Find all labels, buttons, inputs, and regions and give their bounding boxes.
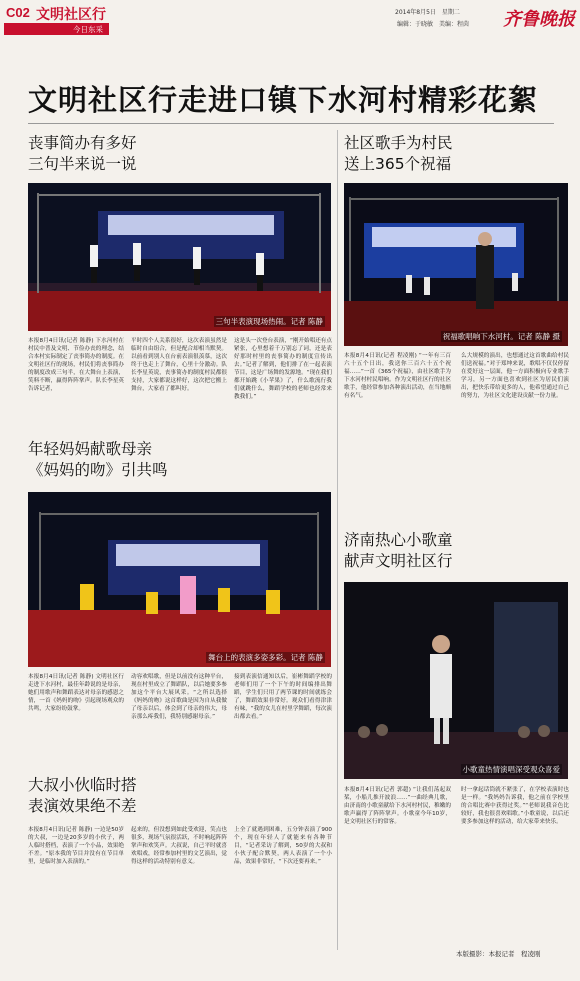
article4-col2: 么大规模的演出，也想通过这首歌曲给村民们送祝福。”对于郑坤来说，歌唱不仅仅停留在爱好这一层面，他一方面积极向专业歌手学习，另一方面也喜欢到社区为居民们演出，把快乐带给更多的人，他希望通过自己的努力，为社区文化建设贡献一份力量。 (461, 353, 569, 399)
article3-title-line2: 表演效果绝不差 (28, 797, 137, 815)
article3-title-line1: 大叔小伙临时搭 (28, 776, 137, 794)
article2-photo-caption: 舞台上的表演多姿多彩。记者 陈静 (208, 653, 323, 662)
article5-col2: 时一拿起话筒就不紧张了，在学校表演时也是一样。“我妈妈告诉我，他之前在学校里的合唱比赛中获得过奖。”“老师说我音色比较好，我也很喜欢唱歌。”小歌童说，以后还要多参加这样的活动，给大家带来快乐。 (461, 787, 569, 825)
newspaper-logo: 齐鲁晚报 (503, 9, 575, 30)
stage-scene-2 (28, 492, 331, 667)
article1-col3: 这是头一次登台表演，“刚开始唱还有点紧张，心里想着千万别忘了词，还是表好那时村里的丧事简办的制度宣传出去。”记者了解到，他们排了在一起表演节目，这是广场舞的发源地。“现在我们都开始跳《小苹果》了，什么歌流行我们就跳什么，舞蹈学校的老师也经常来教我们。” (234, 338, 332, 400)
column-divider (337, 130, 338, 950)
article5-title-line1: 济南热心小歌童 (344, 531, 453, 549)
issue-date: 2014年8月5日 星期二 (395, 9, 460, 16)
article4-title-line1: 社区歌手为村民 (344, 134, 453, 152)
article4-title (344, 133, 453, 175)
article2-col2: 动容欢唱歌，但是以前没有这种平台，现在村里成立了舞蹈队，以后她要多参加这个平台大展风采。“之所以选择《妈妈的吻》这首歌曲是因为自从我做了母亲以后，体会到了母亲的伟大，母亲那么疼我们，我特别感谢母亲。” (131, 674, 227, 720)
photo-credit: 本版摄影：本报记者 程凌刚 (456, 950, 541, 958)
main-headline: 文明社区行走进口镇下水河村精彩花絮 (28, 83, 539, 117)
section-code: C02 (6, 5, 30, 20)
article1-body (28, 337, 333, 422)
article4-col1: 本报8月4日讯(记者 程凌刚) “一年有三百六十五个日出，我送你三百六十五个祝福……”一首《365个祝福》，由社区歌手为下水河村村民唱响。作为文明社区行的社区歌手，他经常参加各种演出活动，在当地颇有名气。 (344, 353, 451, 399)
article5-col1: 本报8月4日讯(记者 郭超) “让我们荡起双桨，小船儿推开波浪……”一曲经典儿歌，由济南的小歌童献给下水河村村民，稚嫩的歌声赢得了阵阵掌声。小歌童今年10岁，是文明社区行的常客。 (344, 787, 451, 825)
article2-body (28, 673, 333, 758)
article2-title-line2: 《妈妈的吻》引共鸣 (28, 461, 168, 479)
article2-col3: 接到表演信通知以后，崔彬舞蹈学校的老师们用了一个下午的时间编排出舞蹈，学生们只用了两节课的时间就练会了，舞蹈效果非常好。观众们看得津津有味，“我的女儿在村里学舞蹈，每次演出都去看。” (234, 674, 332, 720)
article2-photo (28, 492, 331, 667)
article1-title-line2: 三句半来说一说 (28, 155, 137, 173)
article3-col1: 本报8月4日讯(记者 陈静) 一边是50岁的大叔，一边是20多岁的小伙子，两人临时搭档，表演了一个小品，效果绝不差。“原本我的节目并没有在节目单里，是临时加入表演的。” (28, 827, 124, 865)
section-header (0, 0, 580, 38)
article5-photo-caption: 小歌童热情演唱深受观众喜爱 (462, 765, 560, 774)
section-tag (4, 23, 109, 35)
stage-scene-1 (28, 183, 331, 331)
article2-col1: 本报8月4日讯(记者 陈静) 文明社区行走进下水河村，最佳年龄说的是母亲，她们用歌声和舞蹈表达对母亲的感恩之情，一首《妈妈的吻》引起现场观众的共鸣，大家纷纷鼓掌。 (28, 674, 124, 712)
stage-scene-3 (344, 183, 568, 346)
article1-title-line1: 丧事简办有多好 (28, 134, 137, 152)
article3-title (28, 775, 137, 817)
article4-body (344, 352, 570, 512)
stage-scene-4 (344, 582, 568, 779)
article1-photo (28, 183, 331, 331)
article4-title-line2: 送上365个祝福 (344, 155, 452, 173)
editors-credit: 编辑：于晓敏 美编：程茵 (397, 21, 470, 28)
article5-title (344, 530, 453, 572)
section-title: 文明社区行 (36, 7, 106, 23)
headline-rule (28, 123, 554, 124)
article2-title (28, 439, 168, 481)
article4-photo (344, 183, 568, 346)
article3-body (28, 826, 333, 934)
article5-body (344, 786, 570, 926)
article4-photo-caption: 祝福歌唱响下水河村。记者 陈静 摄 (442, 332, 560, 341)
article5-photo (344, 582, 568, 779)
article3-col2: 起来的，但没想到如此受欢迎，笑点也很多，现场气氛很活跃，不时响起阵阵掌声和欢笑声。大叔说，自己平时就喜欢唱戏，经常参加村里的文艺演出，觉得这样的活动特别有意义。 (131, 827, 227, 865)
article1-col1: 本报8月4日讯(记者 陈静) 下水河村在村民中普及文明、节俭办丧的理念，结合本村实际制定了丧事简办的制度。在文明社区行的现场，村民们将丧事简办的制度改成三句半，在大舞台上表演，笑料不断，赢得阵阵掌声。队长李星英告诉记者， (28, 338, 124, 392)
article1-photo-caption: 三句半表演现场热闹。记者 陈静 (215, 317, 323, 326)
article1-col2: 平时四个人关系很好，这次表演虽然是临时自由组合，但是配合却相当默契。以前看到别人在台前表演很羡慕，这次终于也走上了舞台，心里十分激动。队长李星英说，丧事简办的制度村民都很支持，大家都说这样好，这次把它搬上舞台，大家看了都叫好。 (131, 338, 227, 392)
article5-title-line2: 献声文明社区行 (344, 552, 453, 570)
section-tag-text: 今日东采 (73, 25, 103, 34)
article1-title (28, 133, 137, 175)
article2-title-line1: 年轻妈妈献歌母亲 (28, 440, 153, 458)
article3-col3: 上全了就遇到困难，五分钟表演了900个，现在年轻人了就能来有各种节目，“记者采访了解到，50岁的大叔和小伙子配合默契，两人表演了一个小品，效果非常好，“下次还要再来。” (234, 827, 332, 865)
